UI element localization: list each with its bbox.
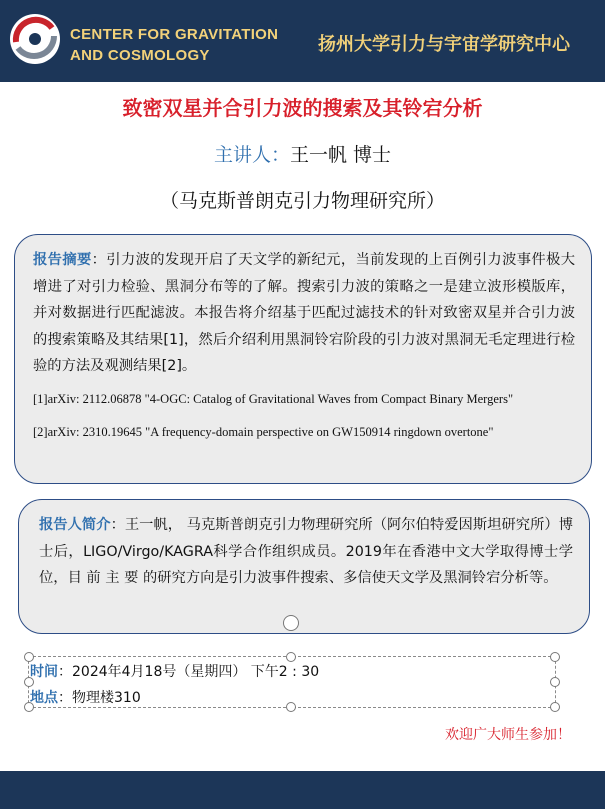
talk-title: 致密双星并合引力波的搜索及其铃宕分析 xyxy=(122,96,483,120)
place-value: ：物理楼310 xyxy=(58,690,141,706)
reference-2: [2]arXiv: 2310.19645 "A frequency-domain perspective on GW150914 ringdown overtone" xyxy=(33,424,494,439)
abstract-label: 报告摘要 xyxy=(33,252,92,268)
bio-box[interactable] xyxy=(18,499,590,634)
bio-label: 报告人简介 xyxy=(39,517,111,533)
event-place xyxy=(30,687,141,707)
speaker-institution: （马克斯普朗克引力物理研究所） xyxy=(159,190,445,212)
time-value: ：2024年4月18号（星期四） 下午2 : 30 xyxy=(58,664,320,680)
footer-banner xyxy=(0,771,605,809)
reference-1: [1]arXiv: 2112.06878 "4-OGC: Catalog of Gravitational Waves from Compact Binary Mergers" xyxy=(33,391,514,406)
gravitation-logo-icon xyxy=(8,12,62,66)
resize-handle-bottom-right[interactable] xyxy=(550,702,560,712)
org-name-english xyxy=(70,24,278,66)
welcome-note: 欢迎广大师生参加！ xyxy=(445,727,571,743)
org-name-chinese: 扬州大学引力与宇宙学研究中心 xyxy=(318,34,570,55)
header-banner xyxy=(0,0,605,82)
speaker-label: 主讲人： xyxy=(213,144,290,166)
resize-handle-top-right[interactable] xyxy=(550,652,560,662)
time-label: 时间 xyxy=(30,664,58,680)
resize-handle-middle-right[interactable] xyxy=(550,677,560,687)
abstract-paragraph xyxy=(33,247,575,380)
speaker-line xyxy=(0,140,605,167)
speaker-name: 王一帆 博士 xyxy=(289,144,392,166)
abstract-box[interactable] xyxy=(14,234,592,484)
event-time xyxy=(30,661,319,681)
org-name-english-line1: CENTER FOR GRAVITATION xyxy=(70,26,279,43)
abstract-text: ：引力波的发现开启了天文学的新纪元，当前发现的上百例引力波事件极大增进了对引力检验、黑洞分布等的了解。搜索引力波的策略之一是建立波形模版库，并对数据进行匹配滤波。本报告将介绍基于匹配过滤技术的针对致密双星并合引力波的搜索策略及其结果[1]，然后介绍利用黑洞铃宕阶段的引力波对黑洞无毛定理进行检验的方法及观测结果[2]。 xyxy=(33,252,576,374)
org-name-english-line2: AND COSMOLOGY xyxy=(70,47,210,64)
place-label: 地点 xyxy=(30,690,58,706)
bio-paragraph xyxy=(39,512,573,592)
rotate-handle-icon[interactable] xyxy=(283,615,299,631)
bio-text: ：王一帆， 马克斯普朗克引力物理研究所（阿尔伯特爱因斯坦研究所）博士后，LIGO/Virgo/KAGRA科学合作组织成员。2019年在香港中文大学取得博士学位，目 前 主 要 的研究方向是引力波事件搜索、多信使天文学及黑洞铃宕分析等。 xyxy=(39,517,574,586)
resize-handle-bottom-middle[interactable] xyxy=(286,702,296,712)
